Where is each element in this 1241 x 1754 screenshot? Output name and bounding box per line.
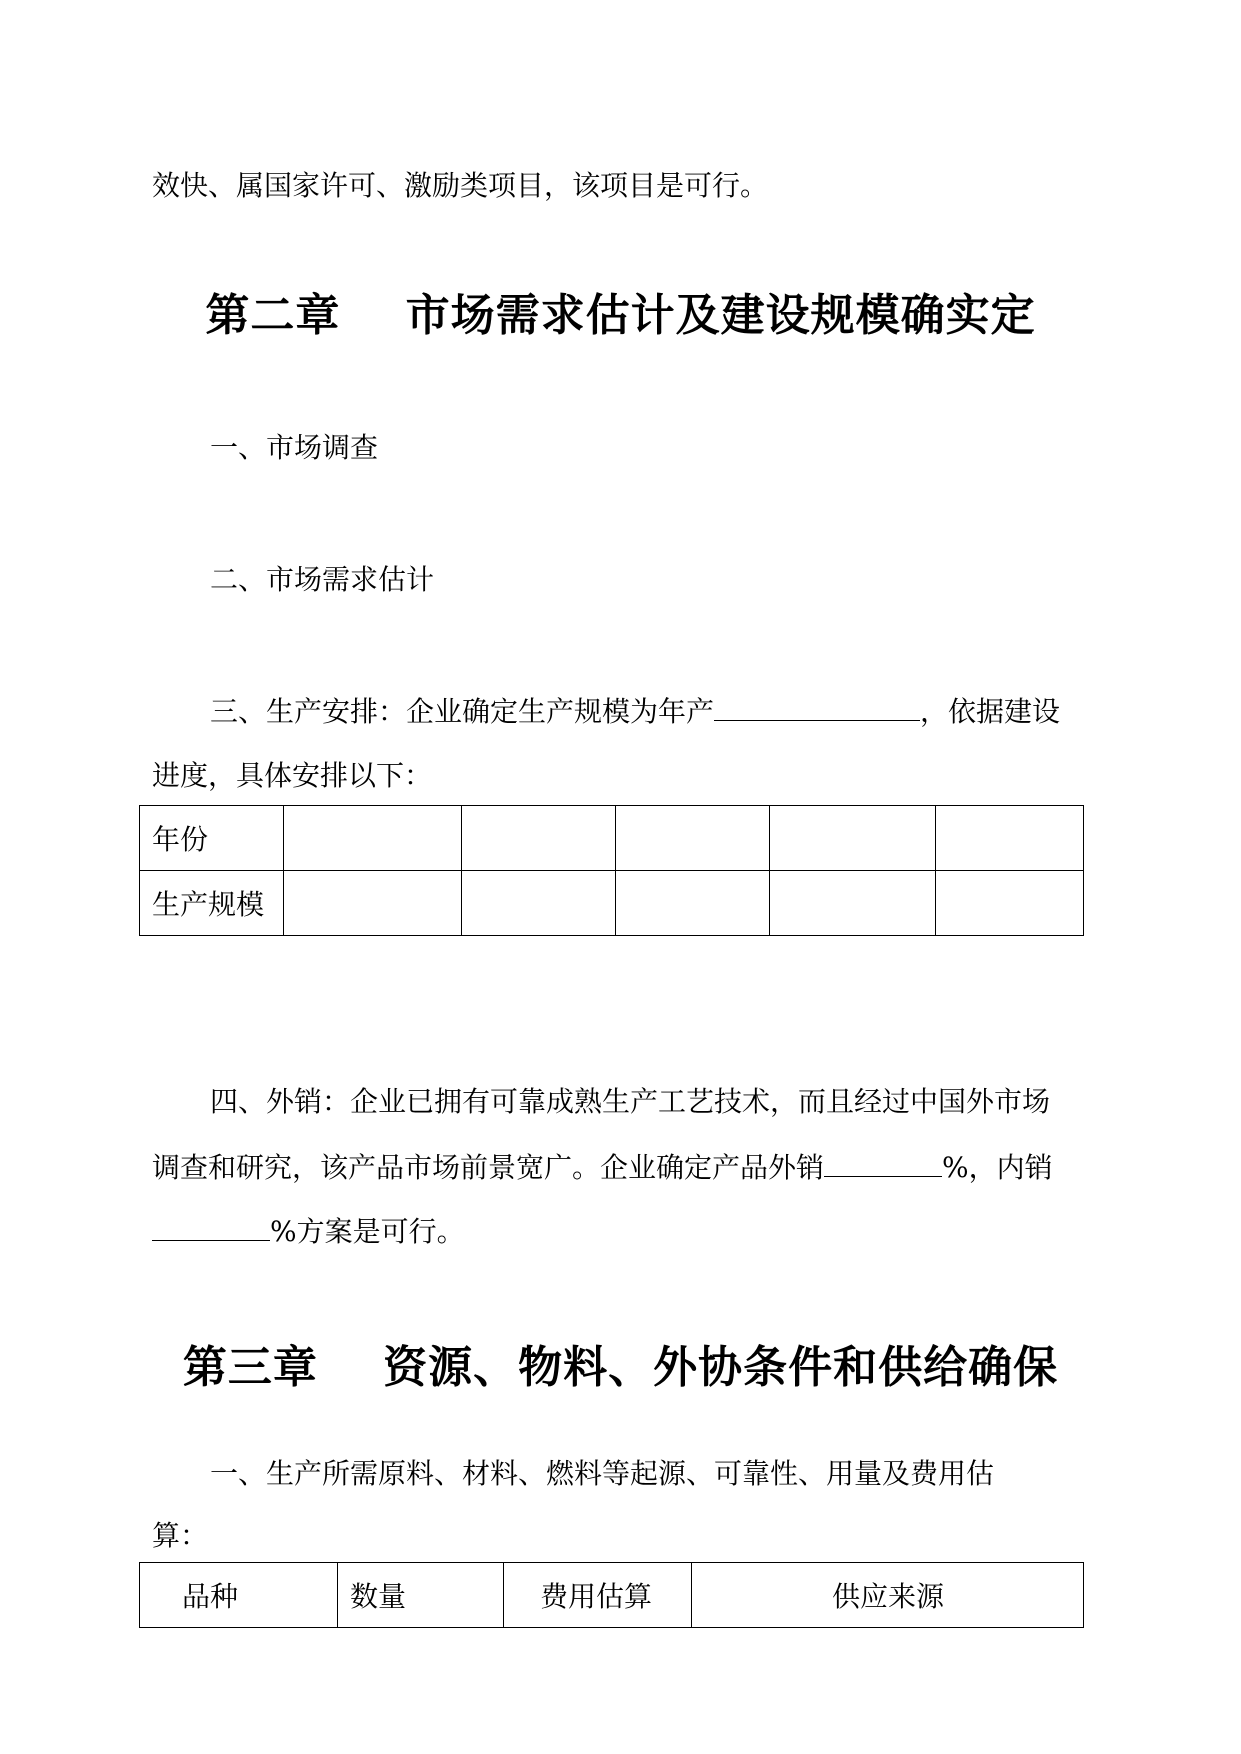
section-export: 四、外销：企业已拥有可靠成熟生产工艺技术，而且经过中国外市场 bbox=[210, 1085, 1051, 1118]
export-text-b1: 调查和研究，该产品市场前景宽广。企业确定产品外销 bbox=[152, 1151, 825, 1184]
table-row bbox=[140, 1563, 1084, 1628]
section-production-plan bbox=[210, 692, 1060, 732]
production-plan-text-b: ，依据建设 bbox=[920, 695, 1061, 728]
scale-label-cell: 生产规模 bbox=[140, 871, 284, 936]
chapter-2-title: 第二章 市场需求估计及建设规模确实定 bbox=[205, 290, 1036, 341]
section-market-survey: 一、市场调查 bbox=[210, 431, 379, 464]
domestic-continuation bbox=[152, 1212, 465, 1252]
table-cell[interactable] bbox=[284, 871, 462, 936]
intro-tail-text: 效快、属国家许可、激励类项目，该项目是可行。 bbox=[152, 169, 769, 202]
section-demand-estimate: 二、市场需求估计 bbox=[210, 563, 435, 596]
table-cell[interactable] bbox=[770, 806, 936, 871]
section-raw-materials: 一、生产所需原料、材料、燃料等起源、可靠性、用量及费用估 bbox=[210, 1457, 995, 1490]
table-cell[interactable] bbox=[616, 871, 770, 936]
table-cell[interactable] bbox=[284, 806, 462, 871]
domestic-text: %方案是可行。 bbox=[270, 1215, 465, 1248]
header-variety: 品种 bbox=[140, 1563, 338, 1628]
export-percent-blank[interactable] bbox=[824, 1148, 942, 1177]
table-cell[interactable] bbox=[936, 871, 1084, 936]
header-quantity: 数量 bbox=[338, 1563, 504, 1628]
production-plan-text-a: 三、生产安排：企业确定生产规模为年产 bbox=[210, 695, 715, 728]
domestic-percent-blank[interactable] bbox=[152, 1212, 270, 1241]
export-continuation bbox=[152, 1148, 1053, 1188]
header-cost-estimate: 费用估算 bbox=[504, 1563, 692, 1628]
annual-output-blank[interactable] bbox=[714, 692, 920, 721]
production-schedule-table bbox=[139, 805, 1084, 936]
raw-materials-continuation: 算： bbox=[152, 1519, 209, 1552]
header-supply-source: 供应来源 bbox=[692, 1563, 1084, 1628]
table-cell[interactable] bbox=[616, 806, 770, 871]
table-row bbox=[140, 871, 1084, 936]
table-cell[interactable] bbox=[462, 806, 616, 871]
table-cell[interactable] bbox=[462, 871, 616, 936]
chapter-3-title: 第三章 资源、物料、外协条件和供给确保 bbox=[182, 1342, 1059, 1393]
materials-table bbox=[139, 1562, 1084, 1628]
year-label-cell: 年份 bbox=[140, 806, 284, 871]
production-plan-continuation: 进度，具体安排以下： bbox=[152, 759, 433, 792]
table-cell[interactable] bbox=[936, 806, 1084, 871]
table-row bbox=[140, 806, 1084, 871]
table-cell[interactable] bbox=[770, 871, 936, 936]
export-text-b2: %，内销 bbox=[942, 1151, 1053, 1184]
